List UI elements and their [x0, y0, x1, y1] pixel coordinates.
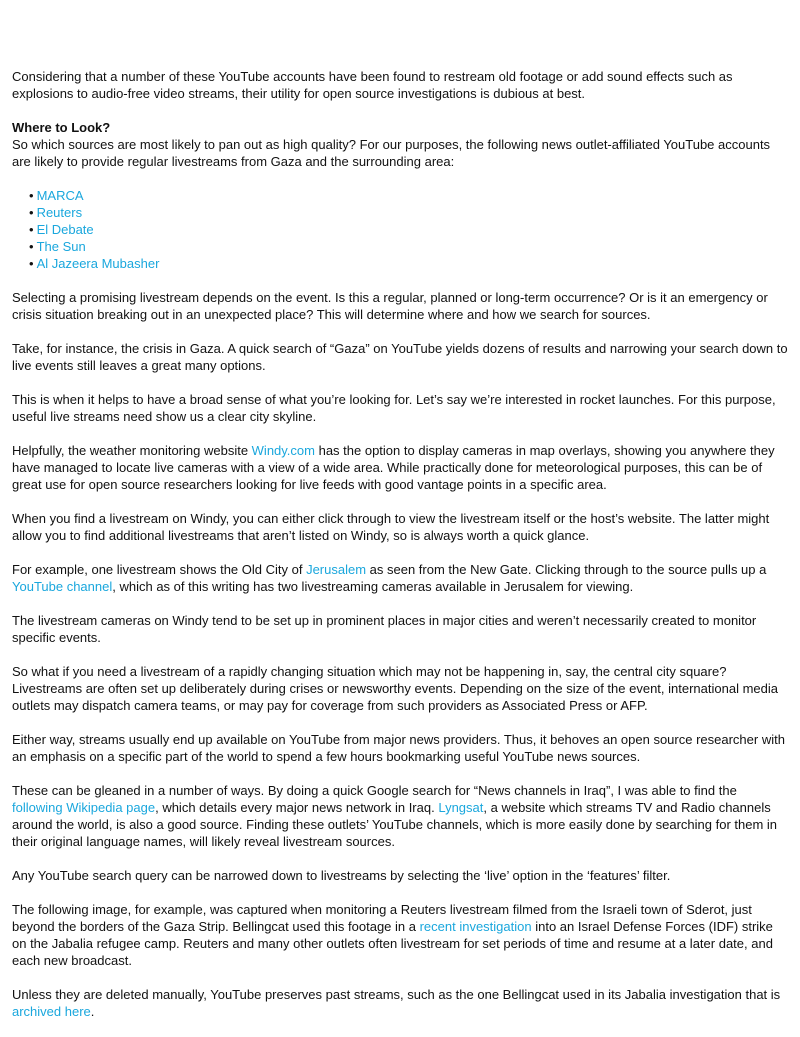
bullet: • [29, 239, 34, 254]
list-item [29, 204, 788, 221]
text-segment: , a website which streams TV and Radio channels around the world, is also a good source. Finding these outlets’ YouTube channels, which is more easily done by searching for them in their original language names, will likely reveal livestream sources. [12, 800, 778, 849]
paragraph-where-to-look [12, 119, 788, 170]
archived-here-link[interactable]: archived here [12, 1004, 91, 1019]
jerusalem-link[interactable]: Jerusalem [306, 562, 367, 577]
wikipedia-link[interactable]: following Wikipedia page [12, 800, 156, 815]
bullet: • [29, 205, 34, 220]
text-segment: , which as of this writing has two livestreaming cameras available in Jerusalem for viewing. [112, 579, 634, 594]
bullet: • [29, 188, 34, 203]
section-heading: Where to Look? [12, 120, 111, 135]
list-item [29, 238, 788, 255]
list-item [29, 221, 788, 238]
text-segment: has the option to display cameras in map overlays, showing you anywhere they have managed to locate live cameras with a view of a wide area. While practically done for meteorological purposes, this can be of great use for open source researchers looking for live feeds with good vantage points in a specific area. [12, 443, 775, 492]
paragraph-jerusalem [12, 561, 788, 595]
paragraph-restream-utility: Considering that a number of these YouTube accounts have been found to restream old footage or add sound effects such as explosions to audio-free video streams, their utility for open source investigations is dubious at best. [12, 69, 733, 101]
youtube-channel-link[interactable]: YouTube channel [12, 579, 113, 594]
source-list [12, 187, 788, 272]
text-segment: Helpfully, the weather monitoring website [12, 443, 252, 458]
text-segment: as seen from the New Gate. Clicking through to the source pulls up a [366, 562, 767, 577]
source-link-al-jazeera-mubasher[interactable]: Al Jazeera Mubasher [36, 256, 160, 271]
paragraph-youtube-providers: Either way, streams usually end up available on YouTube from major news providers. Thus, it behoves an open source researcher with an emphasis on a specific part of the world to spend a few hours bookmarking useful YouTube news sources. [12, 732, 785, 764]
windy-link[interactable]: Windy.com [251, 443, 315, 458]
paragraph-windy-clickthrough: When you find a livestream on Windy, you can either click through to view the livestream itself or the host’s website. The latter might allow you to find additional livestreams that aren’t listed on Windy, so is always worth a quick glance. [12, 511, 770, 543]
paragraph-gleaned [12, 782, 788, 850]
article-body [12, 68, 788, 1037]
text-segment: . [90, 1004, 95, 1019]
bullet: • [29, 256, 34, 271]
text-segment: For example, one livestream shows the Old City of [12, 562, 307, 577]
text-segment: These can be gleaned in a number of ways. By doing a quick Google search for “News channels in Iraq”, I was able to find the [12, 783, 737, 798]
text-segment: Unless they are deleted manually, YouTube preserves past streams, such as the one Bellingcat used in its Jabalia investigation that is [12, 987, 781, 1002]
paragraph-selecting-livestream: Selecting a promising livestream depends on the event. Is this a regular, planned or long-term occurrence? Or is it an emergency or crisis situation breaking out in an unexpected place? This will determine where and how we search for sources. [12, 290, 768, 322]
bullet: • [29, 222, 34, 237]
paragraph-reuters-sderot [12, 901, 788, 969]
paragraph-broad-sense: This is when it helps to have a broad sense of what you’re looking for. Let’s say we’re interested in rocket launches. For this purpose, useful live streams need show us a clear city skyline. [12, 392, 776, 424]
list-item [29, 187, 788, 204]
text-segment: into an Israel Defense Forces (IDF) strike on the Jabalia refugee camp. Reuters and many other outlets often livestream for set periods of time and resume at a later date, and each new broadcast. [12, 919, 773, 968]
paragraph-windy [12, 442, 788, 493]
paragraph-changing-situation: So what if you need a livestream of a rapidly changing situation which may not be happening in, say, the central city square? Livestreams are often set up deliberately during crises or newsworthy events. Depending on the size of the event, international media outlets may dispatch camera teams, or may pay for coverage from such providers as Associated Press or AFP. [12, 664, 778, 713]
text-segment: , which details every major news network in Iraq. [155, 800, 439, 815]
paragraph-gaza-search: Take, for instance, the crisis in Gaza. A quick search of “Gaza” on YouTube yields dozens of results and narrowing your search down to live events still leaves a great many options. [12, 341, 788, 373]
recent-investigation-link[interactable]: recent investigation [419, 919, 532, 934]
text-segment: The following image, for example, was captured when monitoring a Reuters livestream filmed from the Israeli town of Sderot, just beyond the borders of the Gaza Strip. Bellingcat used this footage in a [12, 902, 752, 934]
paragraph-live-filter: Any YouTube search query can be narrowed down to livestreams by selecting the ‘live’ option in the ‘features’ filter. [12, 868, 671, 883]
list-item [29, 255, 788, 272]
paragraph-windy-cameras: The livestream cameras on Windy tend to be set up in prominent places in major cities and weren’t necessarily created to monitor specific events. [12, 613, 757, 645]
paragraph-archived-streams [12, 986, 788, 1020]
source-link-marca[interactable]: MARCA [36, 188, 84, 203]
source-link-reuters[interactable]: Reuters [36, 205, 83, 220]
source-link-el-debate[interactable]: El Debate [36, 222, 94, 237]
paragraph-sources-intro: So which sources are most likely to pan out as high quality? For our purposes, the following news outlet-affiliated YouTube accounts are likely to provide regular livestreams from Gaza and the surrounding area: [12, 137, 771, 169]
lyngsat-link[interactable]: Lyngsat [438, 800, 484, 815]
source-link-the-sun[interactable]: The Sun [36, 239, 86, 254]
